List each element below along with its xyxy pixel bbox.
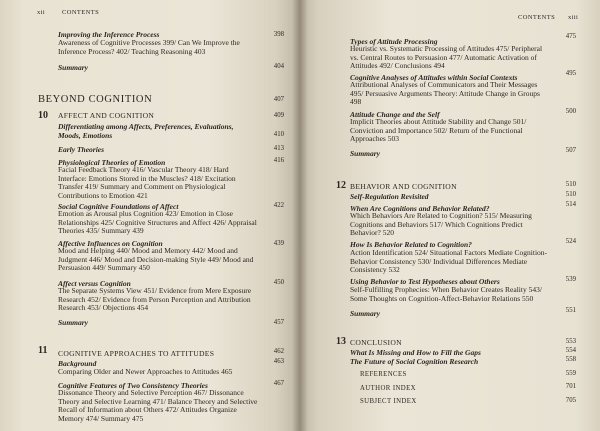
toc-backmatter-title: AUTHOR INDEX — [360, 385, 416, 392]
toc-section-body: Emotion as Arousal plus Cognition 423/ Emotion in Close Relationships 425/ Cognitive Structures and Affect 426/ Appraisal Theories 435/ Summary 439 — [58, 209, 257, 236]
toc-page-number: 457 — [273, 319, 284, 326]
toc-page-number: 404 — [273, 63, 284, 70]
toc-page-number: 407 — [273, 96, 284, 103]
toc-page-number: 510 — [565, 191, 576, 198]
gutter-shadow — [292, 0, 308, 431]
toc-section-title: Social Cognitive Foundations of Affect — [58, 202, 179, 211]
toc-section-title: Improving the Inference Process — [58, 30, 160, 39]
toc-section-body: Implicit Theories about Attitude Stability and Change 501/ Conviction and Importance 502/ Return of the Functional Approaches 503 — [350, 117, 527, 144]
toc-page-number: 554 — [565, 347, 576, 354]
toc-backmatter-title: SUBJECT INDEX — [360, 398, 417, 405]
toc-section-body: The Separate Systems View 451/ Evidence from Mere Exposure Research 452/ Evidence from Person Perception and Attribution Research 453/ Objections 454 — [58, 286, 252, 313]
chapter-number: 12 — [336, 180, 346, 191]
toc-section-title: Summary — [58, 63, 89, 72]
toc-section-body: Self-Fulfilling Prophecies: When Behavior Creates Reality 543/ Some Thoughts on Cognition-Affect-Behavior Relations 550 — [350, 285, 542, 303]
right-header-page-number: xiii — [568, 14, 579, 21]
toc-page-number: 524 — [565, 238, 576, 245]
toc-section-body: Heuristic vs. Systematic Processing of Attitudes 475/ Peripheral vs. Central Routes to Persuasion 477/ Automatic Activation of Attitudes 492/ Conclusions 494 — [350, 44, 543, 71]
toc-section-body: Which Behaviors Are Related to Cognition? 515/ Measuring Cognitions and Behaviors 517/ Which Cognitions Predict Behavior? 520 — [350, 211, 532, 238]
toc-section-title: Using Behavior to Test Hypotheses about Others — [350, 277, 500, 286]
right-page — [300, 0, 600, 431]
toc-section-body: Facial Feedback Theory 416/ Vascular Theory 418/ Hard Interface: Emotions Stored in the Muscles? 418/ Excitation Transfer 419/ Summary and Comment on Physiological Contributions to Emotion 421 — [58, 165, 236, 200]
toc-section-title: Attitude Change and the Self — [350, 110, 440, 119]
toc-page-number: 551 — [565, 307, 576, 314]
chapter-title: AFFECT AND COGNITION — [58, 111, 155, 120]
toc-section-title: Cognitive Analyses of Attitudes within Social Contexts — [350, 73, 518, 82]
left-header-title: CONTENTS — [62, 9, 100, 16]
toc-section-title: Differentiating among Affects, Preferences, Evaluations, Moods, Emotions — [58, 122, 234, 140]
toc-page-number: 475 — [565, 33, 576, 40]
toc-section-title: Types of Attitude Processing — [350, 37, 438, 46]
toc-section-title: When Are Cognitions and Behavior Related? — [350, 204, 490, 213]
toc-page-number: 500 — [565, 108, 576, 115]
toc-section-title: Cognitive Features of Two Consistency Theories — [58, 381, 208, 390]
toc-page-number: 510 — [565, 181, 576, 188]
toc-backmatter-title: REFERENCES — [360, 371, 407, 378]
toc-page-number: 422 — [273, 202, 284, 209]
toc-page-number: 553 — [565, 338, 576, 345]
toc-section-title: Affect versus Cognition — [58, 279, 131, 288]
toc-section-title: Summary — [58, 318, 89, 327]
toc-page-number: 539 — [565, 276, 576, 283]
toc-section-body: Mood and Helping 440/ Mood and Memory 442/ Mood and Judgment 446/ Mood and Decision-making Style 449/ Mood and Persuasion 449/ Summary 450 — [58, 246, 254, 273]
toc-section-title: Physiological Theories of Emotion — [58, 158, 166, 167]
toc-section-body: Action Identification 524/ Situational Factors Mediate Cognition-Behavior Consistency 530/ Individual Differences Mediate Consistency 532 — [350, 248, 548, 275]
toc-page-number: 439 — [273, 240, 284, 247]
toc-section-title: Self-Regulation Revisited — [350, 192, 429, 201]
toc-page-number: 701 — [565, 383, 576, 390]
toc-page-number: 559 — [565, 370, 576, 377]
toc-page-number: 450 — [273, 279, 284, 286]
part-title: BEYOND COGNITION — [38, 94, 153, 105]
toc-page-number: 463 — [273, 358, 284, 365]
toc-section-title: The Future of Social Cognition Research — [350, 357, 479, 366]
toc-section-body: Attributional Analyses of Communicators and Their Messages 495/ Persuasive Arguments Theory: Attitude Change in Groups 498 — [350, 80, 540, 107]
toc-section-body: Dissonance Theory and Selective Perception 467/ Dissonance Theory and Selective Learning 471/ Balance Theory and Selective Recall of Information about Others 472/ Attitudes Organize Memory 474/ Summary 475 — [58, 388, 258, 423]
toc-section-title: Summary — [350, 149, 381, 158]
toc-section-title: Affective Influences on Cognition — [58, 239, 163, 248]
toc-section-title: Summary — [350, 309, 381, 318]
toc-page-number: 467 — [273, 380, 284, 387]
toc-section-body: Comparing Older and Newer Approaches to Attitudes 465 — [58, 367, 233, 376]
toc-page-number: 705 — [565, 397, 576, 404]
toc-page-number: 462 — [273, 348, 284, 355]
toc-page-number: 514 — [565, 201, 576, 208]
chapter-title: BEHAVIOR AND COGNITION — [350, 182, 457, 191]
toc-section-body: Awareness of Cognitive Processes 399/ Can We Improve the Inference Process? 402/ Teaching Reasoning 403 — [58, 38, 240, 56]
toc-page-number: 413 — [273, 145, 284, 152]
toc-section-title: Early Theories — [58, 145, 105, 154]
left-header-page-number: xii — [37, 9, 46, 16]
toc-section-title: Background — [58, 359, 97, 368]
chapter-number: 11 — [38, 345, 48, 356]
right-header-title: CONTENTS — [518, 14, 556, 21]
chapter-number: 13 — [336, 336, 346, 347]
chapter-title: COGNITIVE APPROACHES TO ATTITUDES — [58, 349, 215, 358]
toc-page-number: 558 — [565, 356, 576, 363]
toc-page-number: 507 — [565, 147, 576, 154]
toc-page-number: 416 — [273, 157, 284, 164]
toc-page-number: 398 — [273, 31, 284, 38]
chapter-number: 10 — [38, 110, 48, 121]
toc-page-number: 409 — [273, 112, 284, 119]
toc-section-title: How Is Behavior Related to Cognition? — [350, 240, 472, 249]
chapter-title: CONCLUSION — [350, 338, 402, 347]
toc-section-title: What Is Missing and How to Fill the Gaps — [350, 348, 481, 357]
toc-page-number: 410 — [273, 131, 284, 138]
toc-page-number: 495 — [565, 70, 576, 77]
